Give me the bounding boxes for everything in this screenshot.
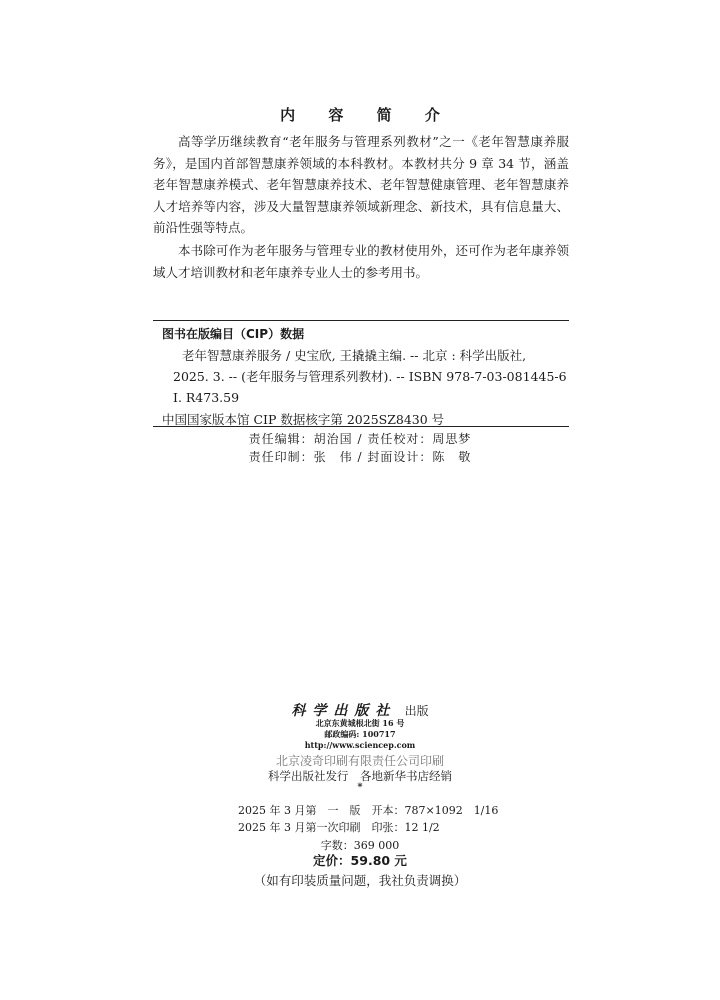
publisher-line — [0, 700, 720, 720]
publisher-action: 出版 — [404, 704, 429, 718]
production-credits: 责任印制：张 伟 / 封面设计：陈 敬 — [248, 450, 472, 464]
cip-line: 2025. 3. -- (老年服务与管理系列教材). -- ISBN 978-7-03-081445-6 — [173, 369, 567, 384]
cip-line: 老年智慧康养服务 / 史宝欣, 王撬撬主编. -- 北京 : 科学出版社, — [182, 348, 527, 363]
publisher-url: http://www.sciencep.com — [304, 740, 416, 750]
cip-heading: 图书在版编目（CIP）数据 — [162, 327, 305, 341]
publisher-logo: 科学出版社 — [291, 703, 397, 719]
page-title: 内 容 简 介 — [280, 106, 454, 124]
distribution-line: 科学出版社发行 各地新华书店经销 — [268, 769, 452, 783]
edition-line: 2025 年 3 月第 一 版 开本：787×1092 1/16 — [238, 804, 499, 817]
editor-credits: 责任编辑：胡治国 / 责任校对：周思梦 — [248, 432, 472, 446]
word-count: 字数：369 000 — [320, 839, 400, 852]
cip-line: Ⅰ. R473.59 — [173, 390, 240, 405]
cip-line: 中国国家版本馆 CIP 数据核字第 2025SZ8430 号 — [162, 412, 445, 427]
quality-notice: （如有印装质量问题，我社负责调换） — [253, 873, 467, 888]
price: 定价：59.80 元 — [313, 853, 407, 868]
intro-paragraph-2: 本书除可作为老年服务与管理专业的教材使用外，还可作为老年康养领域人才培训教材和老年康养专业人士的参考用书。 — [153, 243, 569, 280]
publisher-address: 北京东黄城根北街 16 号 — [315, 718, 405, 728]
publisher-postcode: 邮政编码: 100717 — [324, 729, 396, 739]
cip-bottom-rule — [153, 426, 569, 427]
separator-star: * — [357, 782, 363, 793]
cip-top-rule — [153, 320, 569, 321]
printing-line: 2025 年 3 月第一次印刷 印张：12 1/2 — [238, 821, 440, 834]
intro-paragraph-1: 高等学历继续教育“老年服务与管理系列教材”之一《老年智慧康养服务》，是国内首部智慧康养领域的本科教材。本教材共分 9 章 34 节，涵盖老年智慧康养模式、老年智慧康养技术、老年智慧健康管理、老年智慧康养人才培养等内容，涉及大量智慧康养领域新理念、新技术，具有信息量大、前沿性强等特点。 — [153, 134, 569, 235]
printer-name: 北京凌奇印刷有限责任公司印刷 — [275, 754, 444, 768]
